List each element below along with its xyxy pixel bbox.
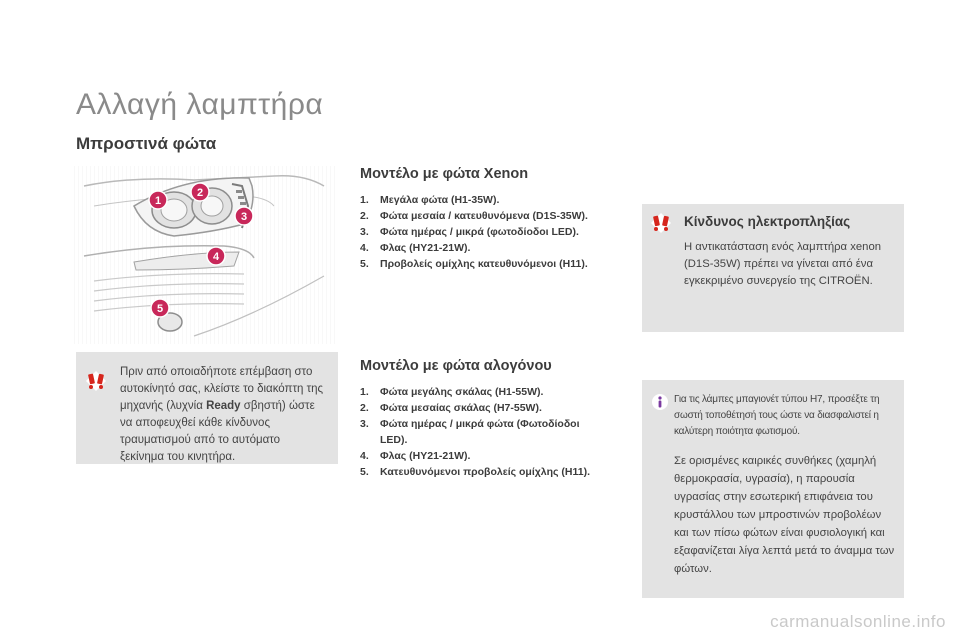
danger-box — [642, 204, 904, 332]
info-text-2: Σε ορισμένες καιρικές συνθήκες (χαμηλή θερμοκρασία, υγρασία), η παρουσία υγρασίας στην εσωτερική επιφάνεια του κρυστάλλου των μπροστινών προβολέων και των πίσω φώτων είναι φυσιολογική και εξαφανίζεται λίγα λεπτά μετά το άναμμα των φώτων. — [674, 455, 895, 575]
xenon-title: Μοντέλο με φώτα Xenon — [360, 166, 529, 182]
halogen-title: Μοντέλο με φώτα αλογόνου — [360, 358, 552, 374]
list-item: 1. Μεγάλα φώτα (H1-35W). — [360, 194, 500, 206]
watermark: carmanualsonline.info — [770, 612, 946, 631]
list-item: 3. Φώτα ημέρας / μικρά (φωτοδίοδοι LED). — [360, 226, 579, 238]
danger-title: Κίνδυνος ηλεκτροπληξίας — [684, 214, 851, 229]
headlamp-illustration — [74, 166, 336, 344]
list-item: 5. Κατευθυνόμενοι προβολείς ομίχλης (H11). — [360, 466, 591, 478]
list-item: 4. Φλας (HY21-21W). — [360, 242, 471, 254]
list-item: 4. Φλας (HY21-21W). — [360, 450, 471, 462]
page-title: Αλλαγή λαμπτήρα — [76, 88, 324, 121]
list-item: 3. Φώτα ημέρας / μικρά φώτα (Φωτοδίοδοι LED). — [360, 418, 580, 446]
marker-5 — [151, 299, 169, 317]
list-item: 1. Φώτα μεγάλης σκάλας (H1-55W). — [360, 386, 544, 398]
list-item: 5. Προβολείς ομίχλης κατευθυνόμενοι (H11). — [360, 258, 588, 270]
danger-text: Η αντικατάσταση ενός λαμπτήρα xenon (D1S-35W) πρέπει να γίνεται από ένα εγκεκριμένο συνεργείο της CITROËN. — [684, 241, 882, 287]
list-item: 2. Φώτα μεσαία / κατευθυνόμενα (D1S-35W). — [360, 210, 588, 222]
halogen-section — [360, 358, 605, 480]
xenon-section — [360, 166, 605, 272]
marker-1 — [149, 191, 167, 209]
info-text-1: Για τις λάμπες μπαγιονέτ τύπου H7, προσέξτε τη σωστή τοποθέτησή τους ώστε να διασφαλιστεί η καλύτερη ποιότητα φωτισμού. — [674, 394, 880, 437]
danger-icon — [650, 212, 672, 234]
halogen-list — [360, 384, 605, 480]
warning-icon — [85, 370, 107, 392]
marker-4 — [207, 247, 225, 265]
svg-text:2: 2 — [196, 187, 204, 199]
marker-3 — [235, 207, 253, 225]
section-title: Μπροστινά φώτα — [76, 134, 217, 153]
info-icon — [652, 394, 668, 410]
warning-text: Πριν από οποιαδήποτε επέμβαση στο αυτοκίνητό σας, κλείστε το διακόπτη της μηχανής (λυχνία Ready σβηστή) ώστε να αποφευχθεί κάθε κίνδυνος τραυματισμού από το αυτόματο ξεκίνημα του κινητήρα. — [120, 366, 324, 463]
headlamp-figure — [74, 166, 336, 344]
svg-text:1: 1 — [154, 195, 162, 207]
svg-text:3: 3 — [240, 211, 248, 223]
list-item: 2. Φώτα μεσαίας σκάλας (H7-55W). — [360, 402, 542, 414]
svg-text:5: 5 — [156, 303, 164, 315]
marker-2 — [191, 183, 209, 201]
info-box — [642, 380, 904, 598]
svg-text:4: 4 — [212, 251, 220, 263]
xenon-list — [360, 192, 605, 272]
warning-box — [76, 352, 338, 464]
